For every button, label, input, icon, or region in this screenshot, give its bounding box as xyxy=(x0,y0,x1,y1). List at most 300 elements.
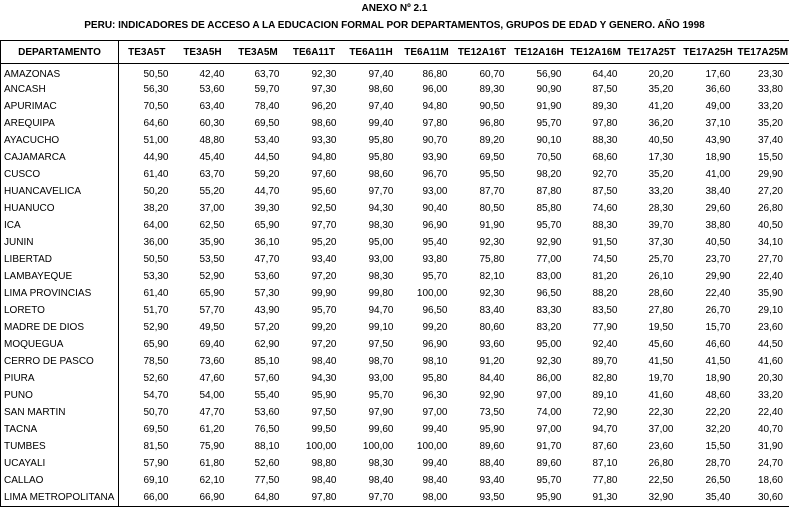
value-cell: 95,70 xyxy=(311,305,337,316)
value-cell: 35,40 xyxy=(680,489,737,507)
value-cell: 65,90 xyxy=(254,220,280,231)
value-cell: 77,90 xyxy=(592,322,618,333)
value-cell: 98,40 xyxy=(368,475,394,486)
value-cell: 99,90 xyxy=(311,288,337,299)
value-cell: 28,30 xyxy=(648,203,674,214)
value-cell: 40,50 xyxy=(705,237,731,248)
value-cell: 52,90 xyxy=(199,271,225,282)
value-cell: 49,00 xyxy=(705,101,731,112)
value-cell: 33,20 xyxy=(737,387,789,404)
value-cell: 37,00 xyxy=(199,203,225,214)
value-cell: 53,30 xyxy=(143,271,169,282)
value-cell: 93,80 xyxy=(422,254,448,265)
value-cell: 31,90 xyxy=(737,438,789,455)
value-cell: 62,50 xyxy=(199,220,225,231)
department-cell: HUANCAVELICA xyxy=(1,183,119,200)
value-cell: 97,40 xyxy=(368,101,394,112)
value-cell: 88,40 xyxy=(479,458,505,469)
department-cell: TACNA xyxy=(1,421,119,438)
value-cell: 94,80 xyxy=(422,101,448,112)
table-row xyxy=(1,472,789,489)
value-cell: 47,70 xyxy=(199,407,225,418)
value-cell: 61,80 xyxy=(199,458,225,469)
value-cell: 57,20 xyxy=(254,322,280,333)
value-cell: 91,50 xyxy=(592,237,618,248)
value-cell: 98,60 xyxy=(368,84,394,95)
value-cell: 98,30 xyxy=(368,220,394,231)
column-header-te6a11h: TE6A11H xyxy=(343,41,400,64)
value-cell: 96,00 xyxy=(422,84,448,95)
value-cell: 35,20 xyxy=(648,84,674,95)
value-cell: 55,20 xyxy=(199,186,225,197)
value-cell: 18,90 xyxy=(705,373,731,384)
table-row xyxy=(1,98,789,115)
value-cell: 22,40 xyxy=(705,288,731,299)
value-cell: 95,90 xyxy=(311,390,337,401)
value-cell: 93,40 xyxy=(311,254,337,265)
value-cell: 61,20 xyxy=(199,424,225,435)
value-cell: 64,80 xyxy=(231,489,286,507)
value-cell: 82,80 xyxy=(592,373,618,384)
column-header-te17a25t: TE17A25T xyxy=(624,41,680,64)
value-cell: 23,60 xyxy=(648,441,674,452)
value-cell: 94,70 xyxy=(592,424,618,435)
value-cell: 97,00 xyxy=(536,390,562,401)
department-cell: UCAYALI xyxy=(1,455,119,472)
value-cell: 28,60 xyxy=(648,288,674,299)
value-cell: 92,70 xyxy=(592,169,618,180)
value-cell: 94,80 xyxy=(311,152,337,163)
value-cell: 29,60 xyxy=(705,203,731,214)
value-cell: 85,10 xyxy=(254,356,280,367)
value-cell: 92,30 xyxy=(311,69,337,80)
value-cell: 15,50 xyxy=(705,441,731,452)
value-cell: 47,60 xyxy=(199,373,225,384)
value-cell: 97,60 xyxy=(311,169,337,180)
value-cell: 15,50 xyxy=(737,149,789,166)
department-cell: LORETO xyxy=(1,302,119,319)
value-cell: 35,20 xyxy=(737,115,789,132)
value-cell: 29,90 xyxy=(737,166,789,183)
value-cell: 95,70 xyxy=(368,390,394,401)
table-row xyxy=(1,421,789,438)
value-cell: 96,20 xyxy=(311,101,337,112)
value-cell: 85,80 xyxy=(536,203,562,214)
department-cell: AYACUCHO xyxy=(1,132,119,149)
value-cell: 19,70 xyxy=(648,373,674,384)
column-header-te3a5m: TE3A5M xyxy=(231,41,286,64)
value-cell: 98,00 xyxy=(400,489,454,507)
value-cell: 39,30 xyxy=(254,203,280,214)
table-row xyxy=(1,302,789,319)
value-cell: 43,90 xyxy=(254,305,280,316)
value-cell: 51,00 xyxy=(143,135,169,146)
value-cell: 100,00 xyxy=(416,288,448,299)
value-cell: 88,30 xyxy=(592,220,618,231)
value-cell: 73,60 xyxy=(199,356,225,367)
value-cell: 60,30 xyxy=(199,118,225,129)
value-cell: 98,80 xyxy=(311,458,337,469)
value-cell: 99,40 xyxy=(368,118,394,129)
value-cell: 69,10 xyxy=(143,475,169,486)
value-cell: 93,00 xyxy=(368,373,394,384)
value-cell: 77,00 xyxy=(536,254,562,265)
value-cell: 77,50 xyxy=(254,475,280,486)
value-cell: 64,00 xyxy=(143,220,169,231)
department-cell: ICA xyxy=(1,217,119,234)
value-cell: 87,70 xyxy=(479,186,505,197)
value-cell: 96,90 xyxy=(422,220,448,231)
department-cell: ANCASH xyxy=(1,81,119,98)
value-cell: 33,80 xyxy=(737,81,789,98)
department-cell: MOQUEGUA xyxy=(1,336,119,353)
value-cell: 83,30 xyxy=(536,305,562,316)
value-cell: 26,50 xyxy=(705,475,731,486)
value-cell: 60,70 xyxy=(479,69,505,80)
value-cell: 91,90 xyxy=(479,220,505,231)
value-cell: 74,60 xyxy=(592,203,618,214)
column-header-te17a25m: TE17A25M xyxy=(737,41,789,64)
column-header-departamento: DEPARTAMENTO xyxy=(1,41,119,64)
table-row xyxy=(1,489,789,507)
value-cell: 22,50 xyxy=(648,475,674,486)
value-cell: 89,60 xyxy=(536,458,562,469)
table-row xyxy=(1,268,789,285)
table-row xyxy=(1,387,789,404)
value-cell: 68,60 xyxy=(592,152,618,163)
data-table xyxy=(0,40,789,507)
department-cell: CUSCO xyxy=(1,166,119,183)
value-cell: 94,30 xyxy=(368,203,394,214)
value-cell: 96,70 xyxy=(422,169,448,180)
value-cell: 17,30 xyxy=(648,152,674,163)
value-cell: 25,70 xyxy=(648,254,674,265)
department-cell: CAJAMARCA xyxy=(1,149,119,166)
value-cell: 49,50 xyxy=(199,322,225,333)
table-row xyxy=(1,166,789,183)
column-header-te12a16h: TE12A16H xyxy=(511,41,568,64)
value-cell: 83,00 xyxy=(536,271,562,282)
value-cell: 98,40 xyxy=(422,475,448,486)
value-cell: 97,20 xyxy=(311,271,337,282)
value-cell: 97,00 xyxy=(536,424,562,435)
value-cell: 95,70 xyxy=(422,271,448,282)
value-cell: 66,00 xyxy=(119,489,175,507)
value-cell: 98,60 xyxy=(368,169,394,180)
department-cell: CALLAO xyxy=(1,472,119,489)
value-cell: 88,30 xyxy=(592,135,618,146)
value-cell: 96,80 xyxy=(479,118,505,129)
table-row xyxy=(1,115,789,132)
value-cell: 96,30 xyxy=(422,390,448,401)
table-row xyxy=(1,81,789,98)
value-cell: 98,30 xyxy=(368,458,394,469)
value-cell: 26,80 xyxy=(737,200,789,217)
header-row xyxy=(1,41,789,64)
value-cell: 96,50 xyxy=(536,288,562,299)
value-cell: 50,70 xyxy=(143,407,169,418)
value-cell: 92,90 xyxy=(479,390,505,401)
value-cell: 100,00 xyxy=(416,441,448,452)
value-cell: 62,90 xyxy=(254,339,280,350)
value-cell: 64,60 xyxy=(143,118,169,129)
value-cell: 45,60 xyxy=(648,339,674,350)
value-cell: 95,70 xyxy=(536,475,562,486)
table-row xyxy=(1,64,789,82)
table-body xyxy=(1,64,789,507)
value-cell: 56,90 xyxy=(536,69,562,80)
column-header-te6a11t: TE6A11T xyxy=(286,41,343,64)
value-cell: 100,00 xyxy=(305,441,337,452)
value-cell: 37,10 xyxy=(705,118,731,129)
value-cell: 80,60 xyxy=(479,322,505,333)
value-cell: 40,50 xyxy=(737,217,789,234)
value-cell: 36,10 xyxy=(254,237,280,248)
department-cell: AMAZONAS xyxy=(1,64,119,82)
value-cell: 57,30 xyxy=(254,288,280,299)
table-row xyxy=(1,319,789,336)
value-cell: 63,70 xyxy=(199,169,225,180)
value-cell: 53,40 xyxy=(254,135,280,146)
value-cell: 97,50 xyxy=(368,339,394,350)
value-cell: 93,50 xyxy=(454,489,511,507)
department-cell: APURIMAC xyxy=(1,98,119,115)
value-cell: 26,70 xyxy=(705,305,731,316)
value-cell: 28,70 xyxy=(705,458,731,469)
value-cell: 91,90 xyxy=(536,101,562,112)
department-cell: LIMA PROVINCIAS xyxy=(1,285,119,302)
value-cell: 83,50 xyxy=(592,305,618,316)
value-cell: 41,20 xyxy=(648,101,674,112)
value-cell: 83,40 xyxy=(479,305,505,316)
value-cell: 97,40 xyxy=(368,69,394,80)
value-cell: 81,20 xyxy=(592,271,618,282)
department-cell: LAMBAYEQUE xyxy=(1,268,119,285)
value-cell: 95,80 xyxy=(368,152,394,163)
value-cell: 98,70 xyxy=(368,356,394,367)
value-cell: 52,60 xyxy=(254,458,280,469)
department-cell: TUMBES xyxy=(1,438,119,455)
value-cell: 44,50 xyxy=(737,336,789,353)
value-cell: 97,00 xyxy=(422,407,448,418)
value-cell: 92,50 xyxy=(311,203,337,214)
value-cell: 98,40 xyxy=(311,475,337,486)
value-cell: 38,80 xyxy=(705,220,731,231)
value-cell: 89,20 xyxy=(479,135,505,146)
value-cell: 93,90 xyxy=(422,152,448,163)
value-cell: 51,70 xyxy=(143,305,169,316)
value-cell: 55,40 xyxy=(254,390,280,401)
value-cell: 59,70 xyxy=(254,84,280,95)
table-row xyxy=(1,404,789,421)
value-cell: 57,70 xyxy=(199,305,225,316)
department-cell: PUNO xyxy=(1,387,119,404)
value-cell: 50,20 xyxy=(143,186,169,197)
value-cell: 69,50 xyxy=(254,118,280,129)
value-cell: 27,70 xyxy=(737,251,789,268)
column-header-te3a5t: TE3A5T xyxy=(119,41,175,64)
value-cell: 87,50 xyxy=(592,186,618,197)
value-cell: 99,60 xyxy=(368,424,394,435)
value-cell: 36,60 xyxy=(705,84,731,95)
column-header-te12a16t: TE12A16T xyxy=(454,41,511,64)
value-cell: 95,00 xyxy=(536,339,562,350)
table-row xyxy=(1,285,789,302)
value-cell: 44,70 xyxy=(254,186,280,197)
value-cell: 93,00 xyxy=(368,254,394,265)
value-cell: 23,60 xyxy=(737,319,789,336)
table-row xyxy=(1,251,789,268)
value-cell: 90,10 xyxy=(536,135,562,146)
value-cell: 65,90 xyxy=(199,288,225,299)
value-cell: 86,80 xyxy=(422,69,448,80)
value-cell: 89,30 xyxy=(592,101,618,112)
value-cell: 70,50 xyxy=(143,101,169,112)
value-cell: 96,50 xyxy=(422,305,448,316)
value-cell: 23,30 xyxy=(737,64,789,82)
value-cell: 63,70 xyxy=(254,69,280,80)
value-cell: 44,90 xyxy=(143,152,169,163)
value-cell: 37,30 xyxy=(648,237,674,248)
value-cell: 18,90 xyxy=(705,152,731,163)
value-cell: 37,40 xyxy=(737,132,789,149)
value-cell: 94,30 xyxy=(311,373,337,384)
value-cell: 97,90 xyxy=(368,407,394,418)
value-cell: 95,50 xyxy=(479,169,505,180)
value-cell: 38,40 xyxy=(705,186,731,197)
value-cell: 99,80 xyxy=(368,288,394,299)
value-cell: 100,00 xyxy=(362,441,394,452)
value-cell: 93,00 xyxy=(422,186,448,197)
value-cell: 95,20 xyxy=(311,237,337,248)
table-row xyxy=(1,336,789,353)
value-cell: 89,10 xyxy=(592,390,618,401)
value-cell: 90,70 xyxy=(422,135,448,146)
value-cell: 95,40 xyxy=(422,237,448,248)
column-header-te17a25h: TE17A25H xyxy=(680,41,737,64)
value-cell: 35,90 xyxy=(199,237,225,248)
value-cell: 53,60 xyxy=(199,84,225,95)
value-cell: 91,70 xyxy=(536,441,562,452)
value-cell: 74,00 xyxy=(536,407,562,418)
value-cell: 53,60 xyxy=(254,407,280,418)
value-cell: 90,90 xyxy=(536,84,562,95)
value-cell: 27,20 xyxy=(737,183,789,200)
annex-label: ANEXO Nº 2.1 xyxy=(361,3,428,14)
value-cell: 66,90 xyxy=(175,489,231,507)
value-cell: 97,70 xyxy=(343,489,400,507)
value-cell: 78,40 xyxy=(254,101,280,112)
value-cell: 95,80 xyxy=(368,135,394,146)
value-cell: 91,20 xyxy=(479,356,505,367)
value-cell: 50,50 xyxy=(143,254,169,265)
table-row xyxy=(1,132,789,149)
value-cell: 80,50 xyxy=(479,203,505,214)
value-cell: 18,60 xyxy=(737,472,789,489)
table-row xyxy=(1,353,789,370)
value-cell: 99,20 xyxy=(422,322,448,333)
value-cell: 19,50 xyxy=(648,322,674,333)
value-cell: 65,90 xyxy=(143,339,169,350)
table-row xyxy=(1,149,789,166)
value-cell: 93,60 xyxy=(479,339,505,350)
value-cell: 72,90 xyxy=(592,407,618,418)
value-cell: 32,20 xyxy=(705,424,731,435)
value-cell: 99,10 xyxy=(368,322,394,333)
value-cell: 76,50 xyxy=(254,424,280,435)
value-cell: 35,20 xyxy=(648,169,674,180)
department-cell: PIURA xyxy=(1,370,119,387)
value-cell: 95,80 xyxy=(422,373,448,384)
value-cell: 98,30 xyxy=(368,271,394,282)
value-cell: 75,90 xyxy=(199,441,225,452)
value-cell: 54,70 xyxy=(143,390,169,401)
department-cell: LIMA METROPOLITANA xyxy=(1,489,119,507)
value-cell: 92,90 xyxy=(536,237,562,248)
value-cell: 23,70 xyxy=(705,254,731,265)
value-cell: 37,00 xyxy=(648,424,674,435)
value-cell: 97,80 xyxy=(422,118,448,129)
value-cell: 96,90 xyxy=(422,339,448,350)
value-cell: 27,80 xyxy=(648,305,674,316)
value-cell: 26,80 xyxy=(648,458,674,469)
value-cell: 34,10 xyxy=(737,234,789,251)
value-cell: 62,10 xyxy=(199,475,225,486)
value-cell: 90,50 xyxy=(479,101,505,112)
value-cell: 30,60 xyxy=(737,489,789,507)
value-cell: 74,50 xyxy=(592,254,618,265)
value-cell: 40,50 xyxy=(648,135,674,146)
value-cell: 88,10 xyxy=(254,441,280,452)
table-row xyxy=(1,183,789,200)
value-cell: 22,40 xyxy=(737,404,789,421)
value-cell: 69,50 xyxy=(143,424,169,435)
value-cell: 47,70 xyxy=(254,254,280,265)
table-row xyxy=(1,370,789,387)
value-cell: 48,80 xyxy=(199,135,225,146)
value-cell: 22,30 xyxy=(648,407,674,418)
value-cell: 95,00 xyxy=(368,237,394,248)
department-cell: AREQUIPA xyxy=(1,115,119,132)
value-cell: 41,60 xyxy=(737,353,789,370)
value-cell: 93,30 xyxy=(311,135,337,146)
value-cell: 87,60 xyxy=(592,441,618,452)
value-cell: 46,60 xyxy=(705,339,731,350)
value-cell: 35,90 xyxy=(737,285,789,302)
value-cell: 97,80 xyxy=(592,118,618,129)
value-cell: 97,70 xyxy=(311,220,337,231)
value-cell: 33,20 xyxy=(648,186,674,197)
value-cell: 22,20 xyxy=(705,407,731,418)
value-cell: 92,40 xyxy=(592,339,618,350)
department-cell: JUNIN xyxy=(1,234,119,251)
value-cell: 69,40 xyxy=(199,339,225,350)
value-cell: 92,30 xyxy=(536,356,562,367)
value-cell: 99,40 xyxy=(422,458,448,469)
value-cell: 91,30 xyxy=(568,489,624,507)
value-cell: 38,20 xyxy=(143,203,169,214)
table-row xyxy=(1,200,789,217)
value-cell: 24,70 xyxy=(737,455,789,472)
value-cell: 97,20 xyxy=(311,339,337,350)
value-cell: 98,10 xyxy=(422,356,448,367)
value-cell: 54,00 xyxy=(199,390,225,401)
value-cell: 15,70 xyxy=(705,322,731,333)
value-cell: 26,10 xyxy=(648,271,674,282)
value-cell: 22,40 xyxy=(737,268,789,285)
value-cell: 52,90 xyxy=(143,322,169,333)
value-cell: 92,30 xyxy=(479,288,505,299)
